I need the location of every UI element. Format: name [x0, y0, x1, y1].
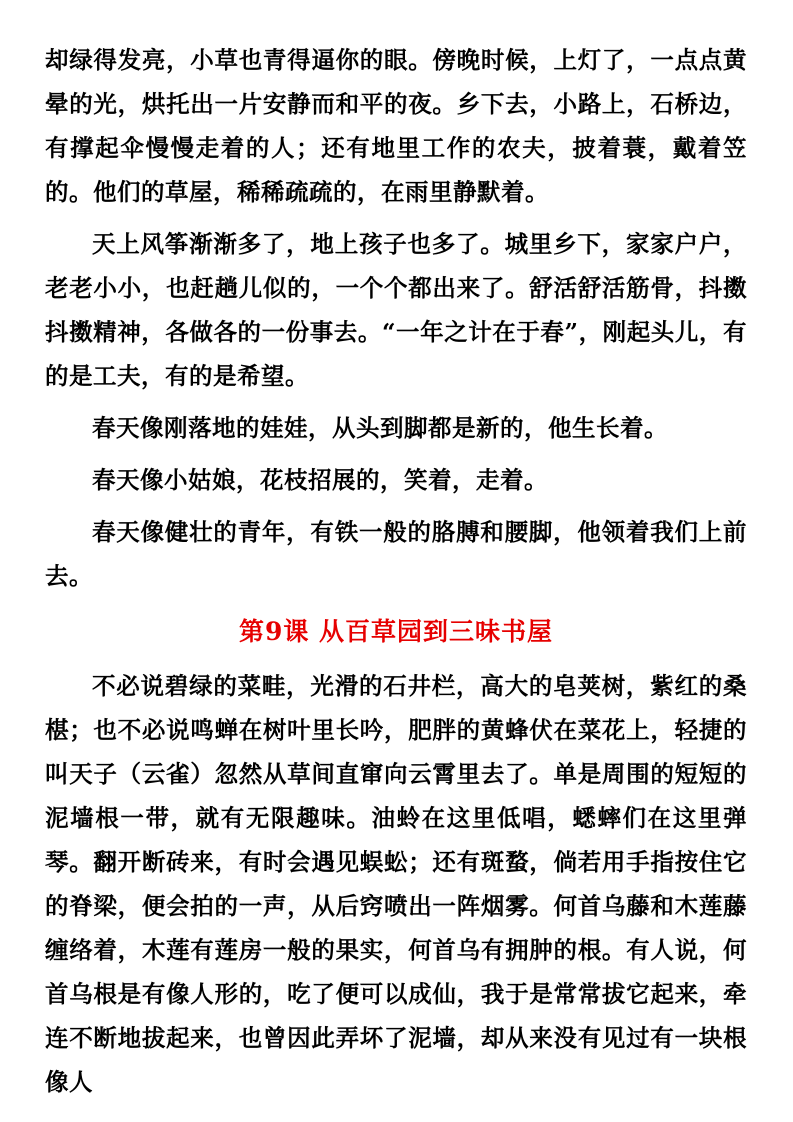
paragraph-spring-kites: 天上风筝渐渐多了，地上孩子也多了。城里乡下，家家户户，老老小小，也赶趟儿似的，一个个都出来了。舒活舒活筋骨，抖擞抖擞精神，各做各的一份事去。“一年之计在于春”，刚起头儿，有的是工夫，有的是希望。	[45, 230, 747, 390]
paragraph-spring-rain-continuation: 却绿得发亮，小草也青得逼你的眼。傍晚时候，上灯了，一点点黄晕的光，烘托出一片安静而和平的夜。乡下去，小路上，石桥边，有撑起伞慢慢走着的人；还有地里工作的农夫，披着蓑，戴着笠的。他们的草屋，稀稀疏疏的，在雨里静默着。	[45, 46, 747, 206]
paragraph-spring-baby: 春天像刚落地的娃娃，从头到脚都是新的，他生长着。	[92, 414, 668, 442]
paragraph-spring-girl: 春天像小姑娘，花枝招展的，笑着，走着。	[92, 466, 548, 494]
lesson-heading: 第9课 从百草园到三味书屋	[238, 617, 554, 646]
paragraph-baicao-garden: 不必说碧绿的菜畦，光滑的石井栏，高大的皂荚树，紫红的桑椹；也不必说鸣蝉在树叶里长吟，肥胖的黄蜂伏在菜花上，轻捷的叫天子（云雀）忽然从草间直窜向云霄里去了。单是周围的短短的泥墙根一带，就有无限趣味。油蛉在这里低唱，蟋蟀们在这里弹琴。翻开断砖来，有时会遇见蜈蚣；还有斑蝥，倘若用手指按住它的脊梁，便会拍的一声，从后窍喷出一阵烟雾。何首乌藤和木莲藤缠络着，木莲有莲房一般的果实，何首乌有拥肿的根。有人说，何首乌根是有像人形的，吃了便可以成仙，我于是常常拔它起来，牵连不断地拔起来，也曾因此弄坏了泥墙，却从来没有见过有一块根像人	[45, 672, 747, 1096]
paragraph-spring-youth: 春天像健壮的青年，有铁一般的胳膊和腰脚，他领着我们上前去。	[45, 518, 747, 590]
